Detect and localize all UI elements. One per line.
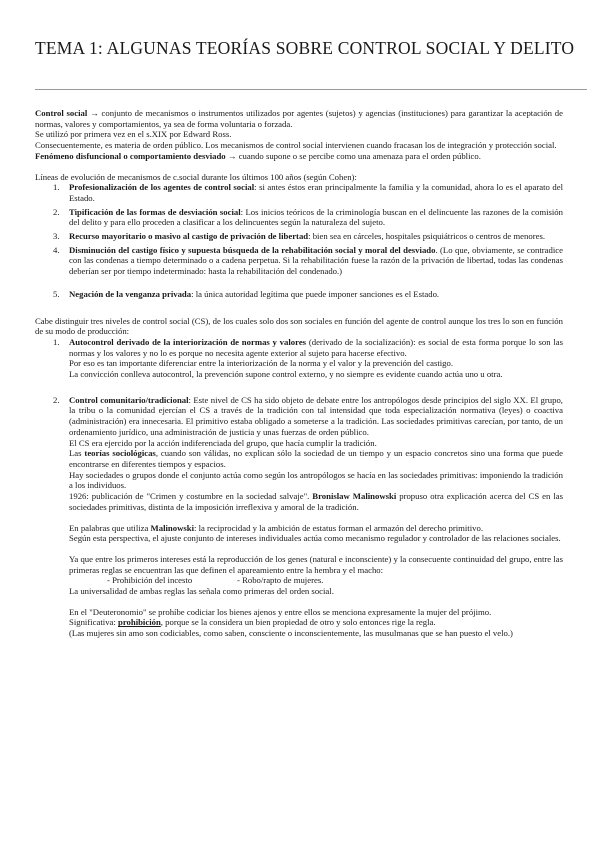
list-item: 4. Disminución del castigo físico y supuesta búsqueda de la rehabilitación social y moral del desviado. (Lo que, obviamente, se contradice con las condenas a tiempo determinado o a cadena perpetua. Si la rehabilitación fuese la razón de la privación de libertad, todas las condenas deberían ser por tiempo indeterminado: hasta la rehabilitación del condenado.) [53,244,563,277]
list-item: 1. Profesionalización de los agentes de control social: si antes éstos eran principalmente la familia y la comunidad, ahora lo es el aparato del Estado. [53,182,563,203]
evolution-heading: Líneas de evolución de mecanismos de c.social durante los últimos 100 años (según Cohen): [35,171,357,182]
levels-heading: Cabe distinguir tres niveles de control social (CS), de los cuales solo dos son sociales en función del agente de control aunque los tres lo son en función de su modo de producción: [35,315,563,337]
intro-line-3: Consecuentemente, es materia de orden público. Los mecanismos de control social intervienen cuando fracasan los de integración y protección social. [35,140,557,151]
levels-list [35,337,563,639]
list-item: 2. Tipificación de las formas de desviación social: Los inicios teóricos de la criminología buscan en el delincuente las razones de la comisión del delito y para ello proceden a clasificar a los delincuentes según la naturaleza del sujeto. [53,206,563,228]
document-body [35,108,563,639]
fenomeno-definition: Fenómeno disfuncional o comportamiento desviado → cuando supone o se percibe como una amenaza para el orden público. [35,150,481,161]
list-item: 2. Control comunitario/tradicional: Este nivel de CS ha sido objeto de debate entre los antropólogos desde principios del siglo XX. El grupo, la tribu o la comunidad ejercían el CS a través de la tradición con tal intensidad que toda especialización normativa (leyes) o coactiva (administración) era innecesaria. El primitivo estaba obligado a someterse a la tradición. Las sociedades primitivas carecían, por tanto, de un ordenamiento jurídico, una administración de justicia y unas fuerzas de orden público. El CS era ejercido por la acción indiferenciada del grupo, que hacía cumplir la tradición. Las teorías sociológicas, cuando son válidas, no explican sólo la sociedad de un tiempo y un espacio concretos sino una forma que puede encontrarse en diferentes tiempos y espacios. Hay sociedades o grupos donde el conjunto actúa como según los antropólogos se hacía en las sociedades primitivas: imponiendo la tradición a los individuos. 1926: publicación de "Crimen y costumbre en la sociedad salvaje". Bronislaw Malinowski propuso otra explicación acerca del CS en las sociedades primitivas, distinta de la imposición irreflexiva y amoral de la tradición. En palabras que utiliza Malinowski: la reciprocidad y la ambición de estatus forman el armazón del derecho primitivo. Según esta perspectiva, el ajuste conjunto de intereses individuales actúa como mecanismo regulador y controlador de las relaciones sociales. Ya que entre los primeros intereses está la reproducción de los genes (natural e inconsciente) y la consecuente continuidad del grupo, entre las primeras reglas se encuentran las que definen el apareamiento entre la hembra y el macho: - Prohibición del incesto - Robo/rapto de mujeres. La universalidad de ambas reglas las señala como primeras del orden social. En el "Deuteronomio" se prohíbe codiciar los bienes ajenos y entre ellos se menciona expresamente la mujer del prójimo. Significativa: prohibición, porque se la considera un bien propiedad de otro y solo entonces rige la regla. (Las mujeres sin amo son codiciables, como saben, consciente o inconscientemente, las musulmanas que se han puesto el velo.) [53,394,563,639]
list-item: 1. Autocontrol derivado de la interiorización de normas y valores (derivado de la socialización): es social de esta forma porque lo son las normas y los valores y no lo es porque no necesita agente exterior al sujeto para hacerse efectivo. Por eso es tan importante diferenciar entre la interiorización de la norma y el valor y la prevención del castigo. La convicción conlleva autocontrol, la prevención supone control externo, y no siempre es evidente cuando actúa uno u otra. [53,336,563,380]
term-control-social: Control social [35,108,88,118]
term-fenomeno: Fenómeno disfuncional o comportamiento desviado [35,150,226,161]
title-divider [35,89,587,90]
control-social-definition: Control social → conjunto de mecanismos o instrumentos utilizados por agentes (sujetos) y agencias (instituciones) para garantizar la aceptación de normas, valores y comportamientos, ya sea de forma voluntaria o forzada. [35,108,563,129]
list-item: 3. Recurso mayoritario o masivo al castigo de privación de libertad: bien sea en cárceles, hospitales psiquiátricos o centros de menores. [53,231,546,242]
intro-line-2: Se utilizó por primera vez en el s.XIX por Edward Ross. [35,129,232,140]
page-title: TEMA 1: ALGUNAS TEORÍAS SOBRE CONTROL SOCIAL Y DELITO [35,38,575,58]
evolution-list [35,182,563,299]
list-item: 5. Negación de la venganza privada: la única autoridad legítima que puede imponer sanciones es el Estado. [53,288,440,299]
